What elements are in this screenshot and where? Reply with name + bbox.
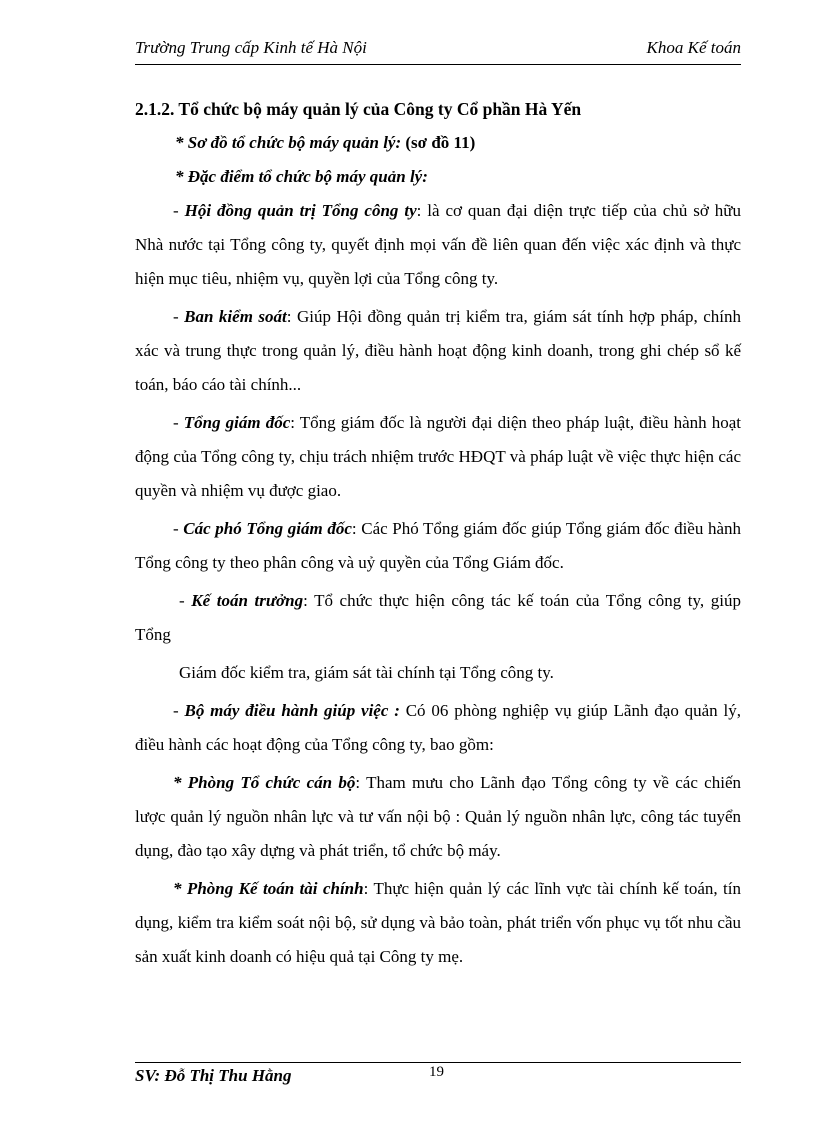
features-heading	[135, 160, 741, 194]
footer-divider	[135, 1062, 741, 1063]
paragraph-finance	[135, 872, 741, 974]
paragraph-board-text: : là cơ quan đại diện trực tiếp của chủ sở hữu Nhà nước tại Tổng công ty, quyết định mọi vấn đề liên quan đến việc xác định và thực hiện mục tiêu, nhiệm vụ, quyền lợi của Tổng công ty.	[135, 201, 741, 288]
paragraph-chief-accountant-text: : Tổ chức thực hiện công tác kế toán của Tổng công ty, giúp Tổng	[135, 591, 741, 644]
paragraph-deputies-lead: -	[173, 519, 184, 538]
header-school: Trường Trung cấp Kinh tế Hà Nội	[135, 38, 367, 57]
features-label: * Đặc điểm tổ chức bộ máy quản lý:	[175, 167, 428, 186]
paragraph-deputies-term: Các phó Tổng giám đốc	[183, 519, 352, 538]
diagram-label: * Sơ đồ tổ chức bộ máy quản lý:	[175, 133, 402, 152]
paragraph-deputies	[135, 512, 741, 580]
paragraph-supervisory-text: : Giúp Hội đồng quản trị kiểm tra, giám sát tính hợp pháp, chính xác và trung thực trong quản lý, điều hành hoạt động kinh doanh, trong ghi chép sổ kế toán, báo cáo tài chính...	[135, 307, 741, 394]
paragraph-finance-term: * Phòng Kế toán tài chính	[173, 879, 364, 898]
paragraph-director	[135, 406, 741, 508]
paragraph-board-term: Hội đồng quản trị Tổng công ty	[184, 201, 417, 220]
header-department: Khoa Kế toán	[646, 38, 741, 57]
page-header	[135, 38, 741, 62]
paragraph-deputies-text: : Các Phó Tổng giám đốc giúp Tổng giám đốc điều hành Tổng công ty theo phân công và uỷ quyền của Tổng Giám đốc.	[135, 519, 742, 572]
paragraph-chief-accountant	[135, 584, 741, 652]
diagram-reference	[135, 126, 741, 160]
paragraph-support-text: Có 06 phòng nghiệp vụ giúp Lãnh đạo quản lý, điều hành các hoạt động của Tổng công ty, bao gồm:	[135, 701, 741, 754]
paragraph-support	[135, 694, 741, 762]
paragraph-board-lead: -	[173, 201, 185, 220]
paragraph-supervisory-term: Ban kiểm soát	[184, 307, 287, 326]
paragraph-supervisory-lead: -	[173, 307, 185, 326]
section-title: 2.1.2. Tổ chức bộ máy quản lý của Công ty Cổ phần Hà Yến	[135, 99, 582, 119]
paragraph-chief-accountant-continuation: Giám đốc kiểm tra, giám sát tài chính tại Tổng công ty.	[179, 663, 554, 682]
page-content	[135, 92, 741, 978]
paragraph-finance-text: : Thực hiện quản lý các lĩnh vực tài chính kế toán, tín dụng, kiểm tra kiểm soát nội bộ, sử dụng và bảo toàn, phát triển vốn phục vụ tốt nhu cầu sản xuất kinh doanh có hiệu quả tại Công ty mẹ.	[135, 879, 742, 966]
paragraph-supervisory	[135, 300, 741, 402]
diagram-ref: (sơ đồ 11)	[401, 133, 476, 152]
paragraph-hr-text: : Tham mưu cho Lãnh đạo Tổng công ty về các chiến lược quản lý nguồn nhân lực và tư vấn nội bộ : Quản lý nguồn nhân lực, công tác tuyển dụng, đào tạo xây dựng và phát triển, tổ chức bộ máy.	[135, 773, 741, 860]
page-number: 19	[429, 1064, 444, 1080]
paragraph-board	[135, 194, 741, 296]
paragraph-director-text: : Tổng giám đốc là người đại diện theo pháp luật, điều hành hoạt động của Tổng công ty, chịu trách nhiệm trước HĐQT và pháp luật về việc thực hiện các quyền và nhiệm vụ được giao.	[135, 413, 741, 500]
paragraph-support-term: Bộ máy điều hành giúp việc :	[184, 701, 400, 720]
page-footer	[135, 1066, 741, 1090]
footer-student: SV: Đỗ Thị Thu Hằng	[135, 1066, 292, 1085]
paragraph-chief-accountant-lead: -	[179, 591, 192, 610]
paragraph-director-lead: -	[173, 413, 184, 432]
paragraph-hr	[135, 766, 741, 868]
header-divider	[135, 64, 741, 65]
paragraph-support-lead: -	[173, 701, 185, 720]
paragraph-hr-term: * Phòng Tổ chức cán bộ	[173, 773, 356, 792]
paragraph-director-term: Tổng giám đốc	[183, 413, 291, 432]
paragraph-chief-accountant-term: Kế toán trưởng	[191, 591, 304, 610]
